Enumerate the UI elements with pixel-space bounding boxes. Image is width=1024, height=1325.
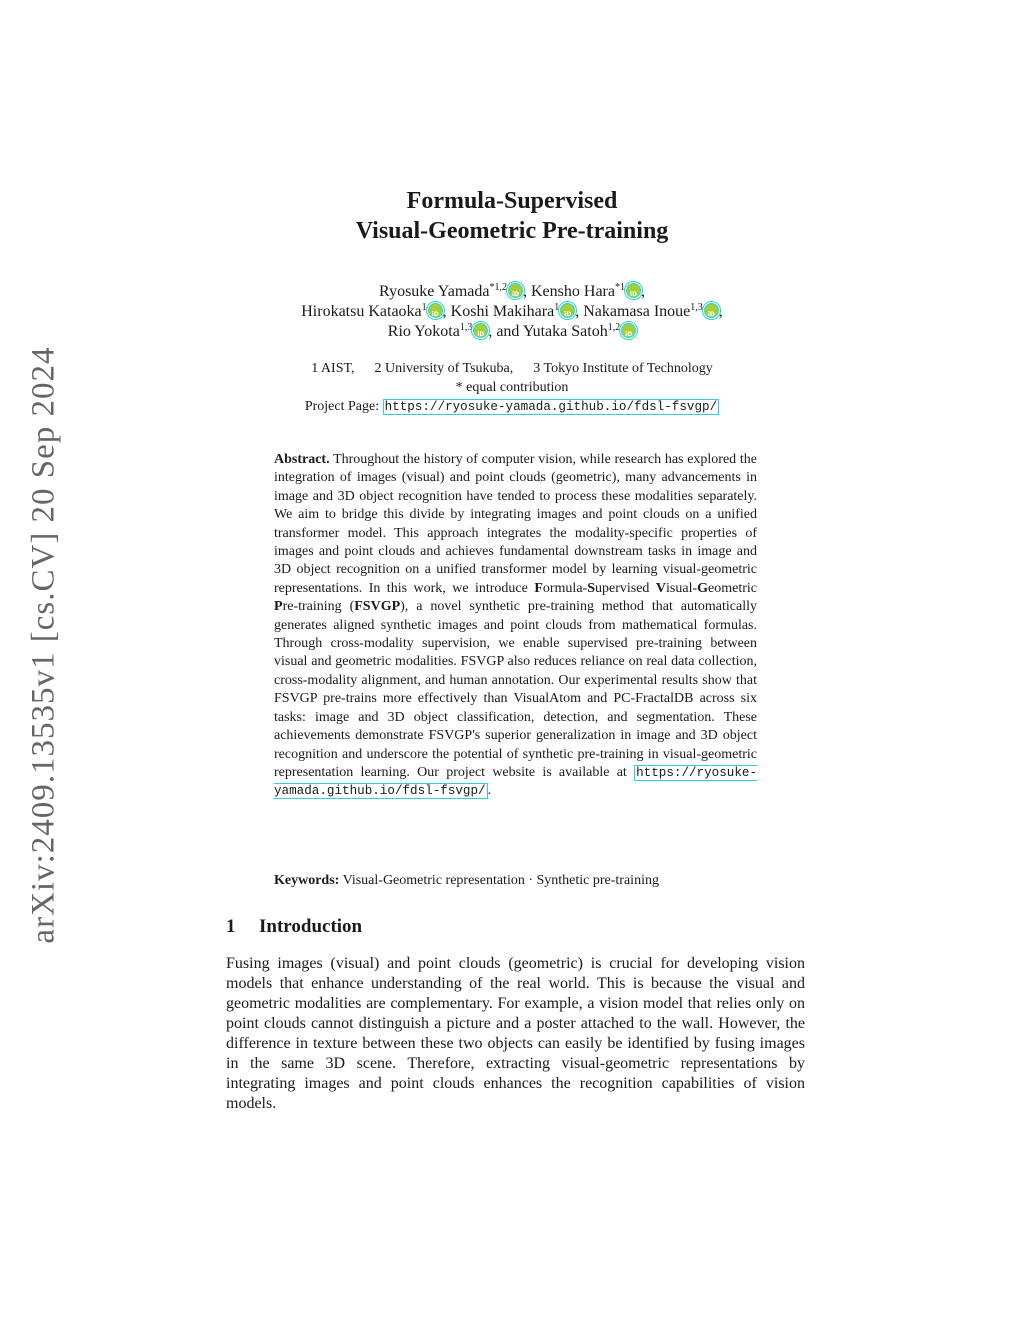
author-name: Rio Yokota — [387, 323, 460, 340]
introduction-paragraph: Fusing images (visual) and point clouds (geometric) is crucial for developing vision models that enhance understanding of the real world. This is because the visual and geometric modalities are complementary. For example, a vision model that relies only on point clouds cannot distinguish a picture and a poster attached to the wall. However, the difference in texture between these two objects can easily be identified by fusing images in the same 3D scene. Therefore, extracting visual-geometric representations by integrating images and point clouds enhances the recognition capabilities of vision models. — [226, 955, 805, 1112]
abstract-end-period: . — [487, 783, 492, 799]
section-number: 1 — [226, 916, 236, 937]
orcid-icon[interactable] — [560, 303, 575, 318]
method-name-part: re-training ( — [282, 599, 355, 615]
author-name: Hirokatsu Kataoka — [301, 303, 422, 320]
paper-title — [0, 186, 1024, 246]
method-name-part: ormula- — [542, 580, 588, 596]
method-initial-f: F — [534, 580, 543, 596]
method-initial-g: G — [697, 580, 709, 596]
orcid-icon[interactable] — [428, 303, 443, 318]
project-website-link[interactable]: https://ryosuke-yamada.github.io/fdsl-fsvgp/ — [274, 765, 758, 799]
project-page-line — [0, 399, 1024, 415]
keywords-label: Keywords: — [274, 873, 340, 888]
keywords-text: Visual-Geometric representation · Synthetic pre-training — [342, 873, 659, 888]
abstract-label: Abstract. — [274, 452, 330, 467]
author-name: Kensho Hara — [531, 283, 615, 300]
abstract — [274, 451, 757, 801]
equal-contribution-note: * equal contribution — [455, 380, 569, 395]
method-name-part: isual- — [666, 580, 698, 596]
section-title: Introduction — [259, 916, 363, 937]
project-page-label: Project Page: — [304, 399, 380, 414]
author-affiliation-mark: 1,2 — [607, 322, 621, 333]
title-line-2: Visual-Geometric Pre-training — [355, 218, 669, 244]
method-name-part: eometric — [708, 580, 757, 596]
title-line-1: Formula-Supervised — [406, 188, 618, 214]
orcid-icon[interactable] — [626, 283, 641, 298]
author-name: Koshi Makihara — [450, 303, 555, 320]
affiliation-aist: 1 AIST, — [311, 361, 355, 376]
method-initial-s: S — [587, 580, 595, 596]
project-page-link[interactable]: https://ryosuke-yamada.github.io/fdsl-fsvgp/ — [384, 400, 718, 414]
author-affiliation-mark: *1 — [614, 282, 625, 293]
author-line-1: Ryosuke Yamada$^{*1,2}$iD , Kensho Hara$^{*1}$iD , — [0, 282, 1024, 302]
orcid-icon[interactable] — [473, 323, 488, 338]
author-line-2: Hirokatsu Kataoka$^1$iD , Koshi Makihara$^1$iD , Nakamasa Inoue$^{1,3}$iD , — [0, 302, 1024, 322]
author-affiliation-mark: 1 — [421, 302, 427, 313]
method-name-part: upervised — [595, 580, 656, 596]
author-affiliation-mark: 1,3 — [459, 322, 473, 333]
keywords — [274, 872, 757, 890]
affiliation-tsukuba: 2 University of Tsukuba, — [374, 361, 514, 376]
orcid-icon[interactable] — [621, 323, 636, 338]
section-heading-introduction — [226, 916, 362, 938]
orcid-icon[interactable] — [704, 303, 719, 318]
author-name: Nakamasa Inoue — [583, 303, 691, 320]
method-abbreviation: FSVGP — [354, 599, 401, 615]
author-list — [0, 282, 1024, 342]
author-name: Yutaka Satoh — [522, 323, 608, 340]
arxiv-identifier-stamp: arXiv:2409.13535v1 [cs.CV] 20 Sep 2024 — [25, 346, 62, 944]
affiliations — [0, 359, 1024, 397]
author-affiliation-mark: 1,3 — [690, 302, 703, 313]
author-affiliation-mark: 1 — [554, 302, 560, 313]
affiliation-line — [0, 359, 1024, 378]
method-initial-p: P — [274, 599, 283, 615]
orcid-icon[interactable] — [508, 283, 523, 298]
abstract-text-part-1: Throughout the history of computer vision, while research has explored the integration of images (visual) and point clouds (geometric), many advancements in image and 3D object recognition have tended to process these modalities separately. We aim to bridge this divide by integrating images and point clouds on a unified transformer model. This approach integrates the modality-specific properties of images and point clouds and achieves fundamental downstream tasks in image and 3D object recognition on a unified transformer model by learning visual-geometric representations. In this work, we introduce — [274, 452, 757, 596]
author-line-3: Rio Yokota$^{1,3}$iD , and Yutaka Satoh$^{1,2}$iD — [0, 322, 1024, 342]
method-initial-v: V — [655, 580, 667, 596]
author-name: Ryosuke Yamada — [379, 283, 490, 300]
author-affiliation-mark: *1,2 — [489, 282, 507, 293]
affiliation-tokyo-tech: 3 Tokyo Institute of Technology — [533, 361, 713, 376]
author-conjunction: and — [496, 323, 520, 340]
abstract-text-part-2: ), a novel synthetic pre-training method that automatically generates aligned synthetic images and point clouds from mathematical formulas. Through cross-modality supervision, we enable supervised pre-training between visual and geometric modalities. FSVGP also reduces reliance on real data collection, cross-modality alignment, and human annotation. Our experimental results show that FSVGP pre-trains more effectively than VisualAtom and PC-FractalDB across six tasks: image and 3D object classification, detection, and segmentation. These achievements demonstrate FSVGP's superior generalization in image and 3D object recognition and underscore the potential of synthetic pre-training in visual-geometric representation learning. Our project website is available at — [274, 599, 757, 780]
